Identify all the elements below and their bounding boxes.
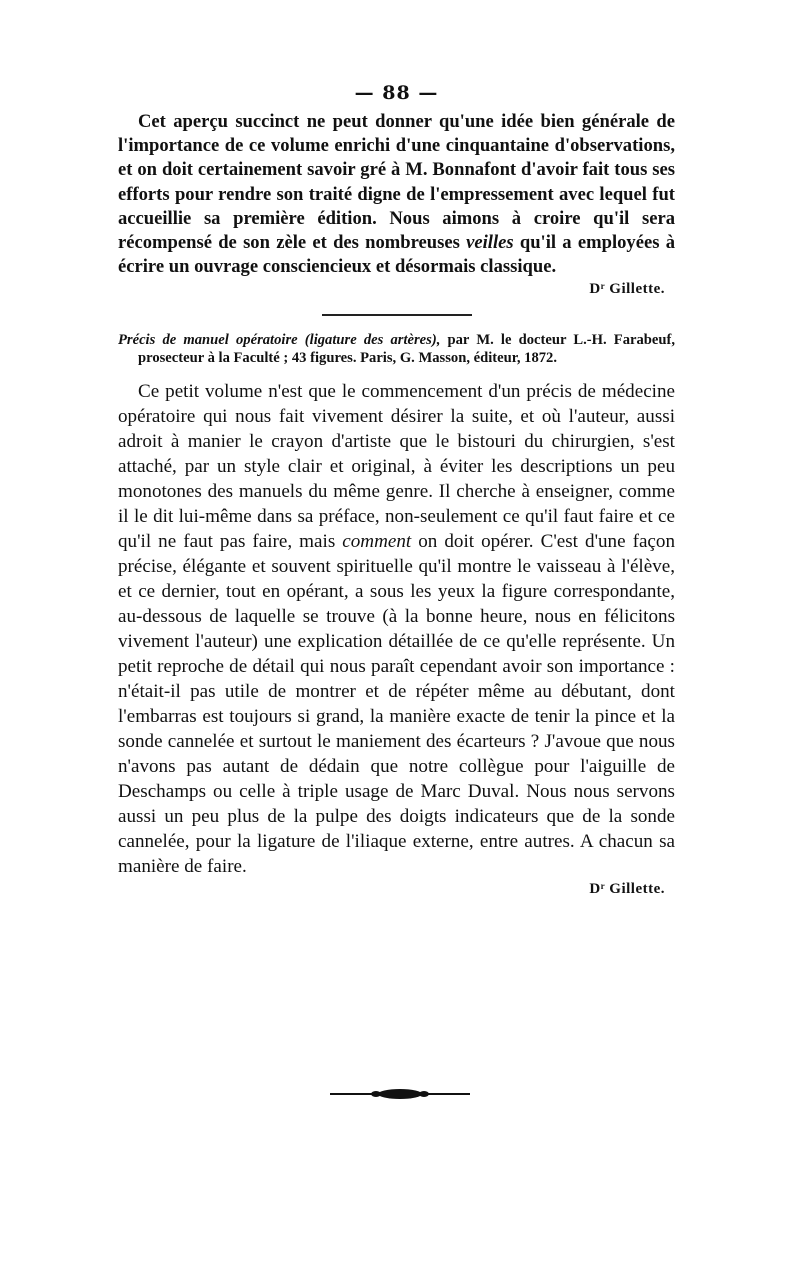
signature-2: Dʳ Gillette. bbox=[589, 881, 665, 898]
review-paragraph-2 bbox=[118, 379, 675, 879]
page-number: — 88 — bbox=[354, 82, 439, 104]
review-2-text-b: on doit opérer. C'est d'une façon précise, élégante et souvent spirituelle qu'il montre le vaisseau à l'élève, et ce dernier, tout en opérant, a sous les yeux la figure correspondante, au-dessous de laquelle se trouve (à la bonne heure, nous en félicitons vivement l'auteur) une explication détaillée de ce qu'elle représente. Un petit reproche de détail qui nous paraît cependant avoir son importance : n'était-il pas utile de montrer et de répéter même au débutant, dont l'embarras est toujours si grand, la manière exacte de tenir la pince et la sonde cannelée et surtout le maniement des écarteurs ? J'avoue que nous n'avons pas autant de dédain que notre collègue pour l'aiguille de Deschamps ou celle à triple usage de Marc Duval. Nous nous servons aussi un peu plus de la pulpe des doigts indicateurs que de la sonde cannelée, pour la ligature de l'iliaque externe, entre autres. A chacun sa manière de faire. bbox=[118, 531, 676, 878]
review-2-text-a: Ce petit volume n'est que le commencement d'un précis de médecine opératoire qui nous fait vivement désirer la suite, et où l'auteur, aussi adroit à manier le crayon d'artiste que le bistouri du chirurgien, s'est attaché, par un style clair et original, à éviter les descriptions un peu monotones des manuels du même genre. Il cherche à enseigner, comme il le dit lui-même dans sa préface, non-seulement ce qu'il faut faire et ce qu'il ne faut pas faire, mais bbox=[118, 381, 675, 553]
citation-details: par M. le docteur L.-H. Farabeuf, prosecteur à la Faculté ; 43 figures. Paris, G. Masson, éditeur, 1872. bbox=[138, 332, 675, 366]
review-1-italic: veilles bbox=[466, 232, 514, 254]
review-paragraph-1 bbox=[118, 110, 675, 279]
section-divider bbox=[322, 314, 472, 316]
signature-1: Dʳ Gillette. bbox=[589, 281, 665, 298]
page bbox=[118, 82, 675, 898]
review-1-text-end: qu'il a employées à écrire un ouvrage consciencieux et désormais classique. bbox=[118, 232, 675, 278]
book-citation bbox=[118, 332, 675, 367]
review-1-text: Cet aperçu succinct ne peut donner qu'une idée bien générale de l'importance de ce volume enrichi d'une cinquantaine d'observations, et on doit certainement savoir gré à M. Bonnafont d'avoir fait tous ses efforts pour rendre son traité digne de l'empressement avec lequel fut accueillie sa première édition. Nous aimons à croire qu'il sera récompensé de son zèle et des nombreuses bbox=[118, 111, 675, 254]
review-2-italic: comment bbox=[342, 531, 412, 553]
citation-title: Précis de manuel opératoire (ligature des artères), bbox=[118, 332, 441, 349]
end-ornament bbox=[330, 1087, 470, 1101]
